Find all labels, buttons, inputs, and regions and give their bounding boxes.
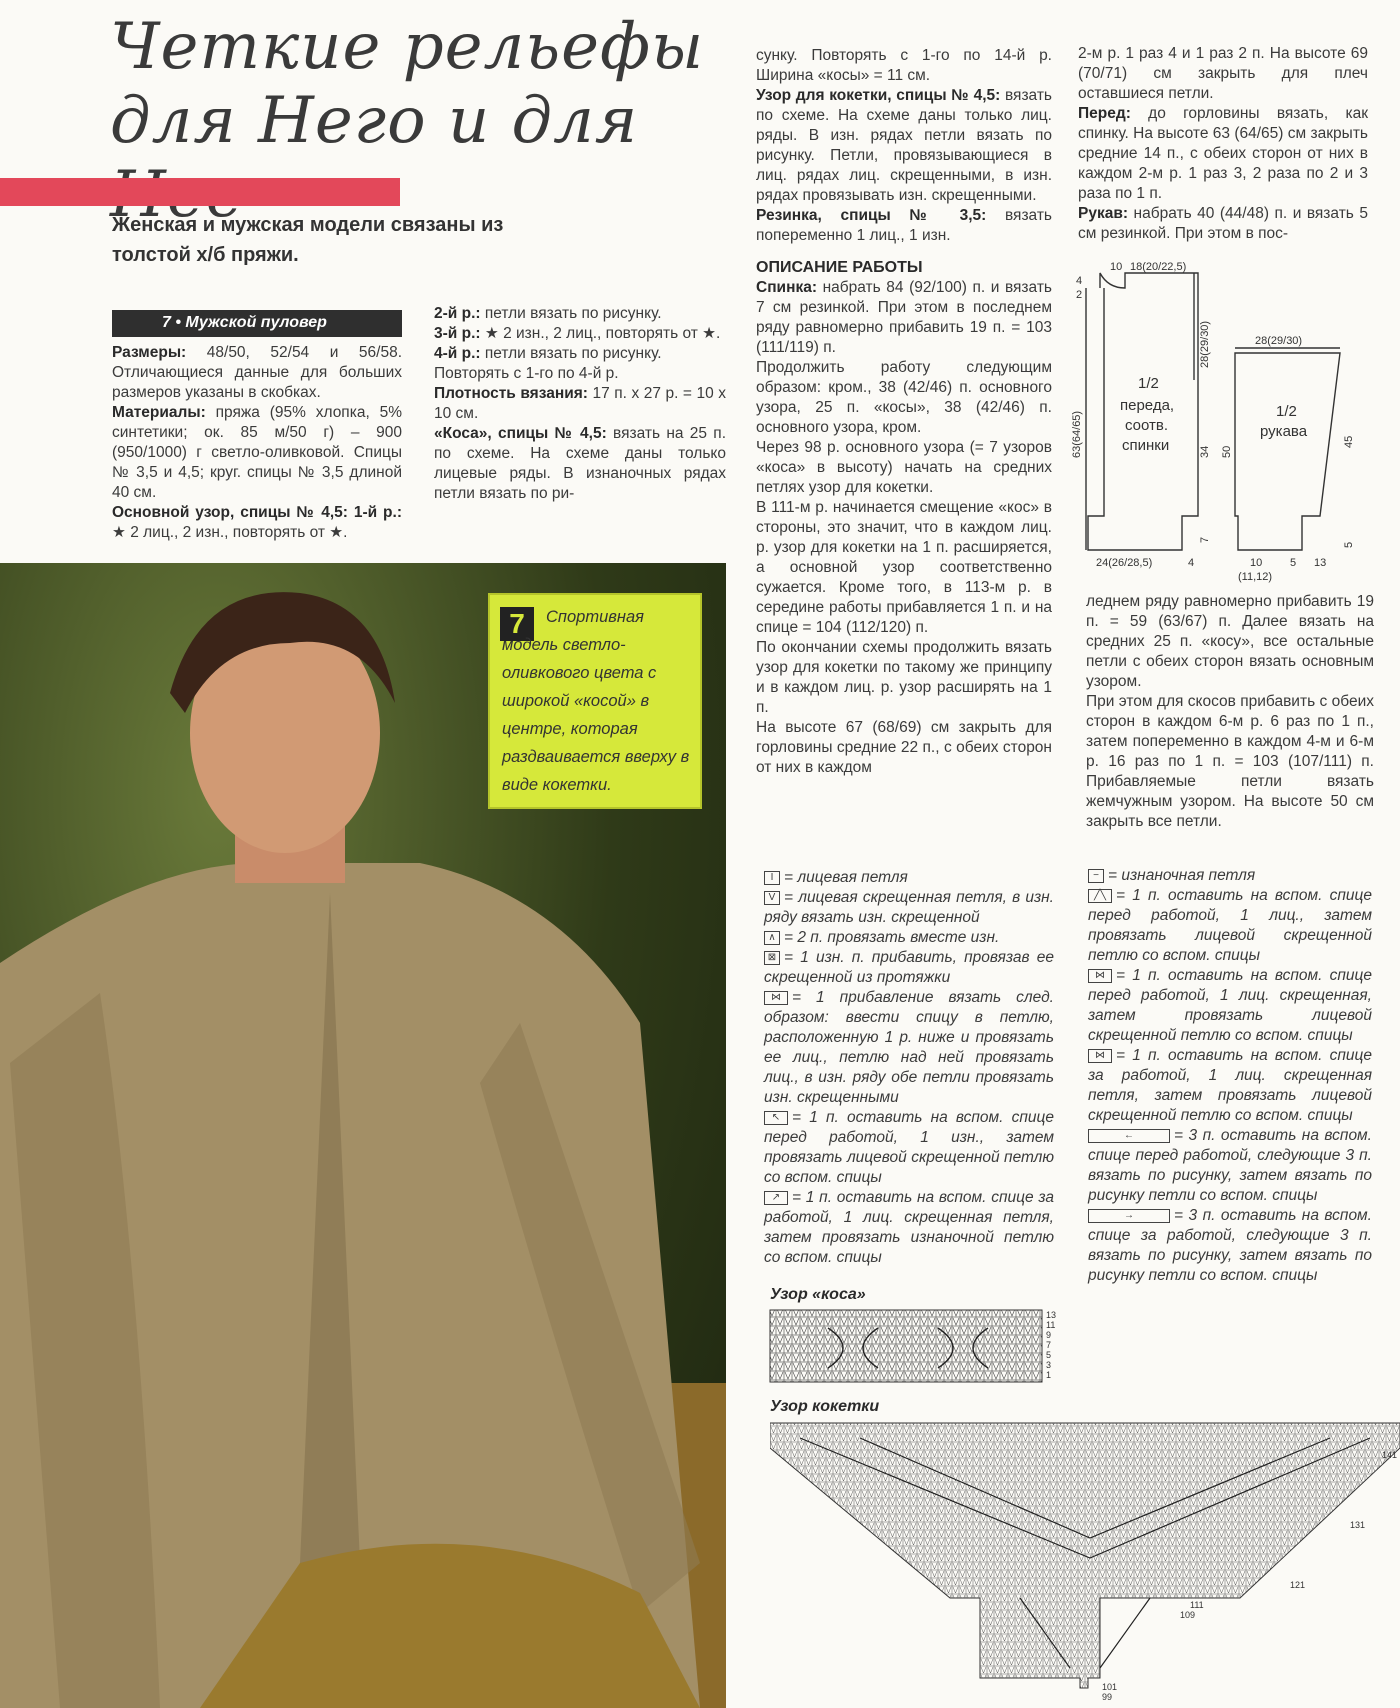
schem-body-label-3: соотв.: [1125, 417, 1169, 434]
legend-item: [1088, 886, 1372, 966]
repeat-text: Повторять с 1-го по 4-й р.: [434, 365, 619, 382]
legend-left: [764, 868, 1054, 1268]
braid-row-label: 11: [1046, 1320, 1056, 1330]
row3-text: ★ 2 изн., 2 лиц., повторять от ★.: [484, 325, 721, 342]
schem-sleeve-bottom-left: 10: [1250, 557, 1263, 569]
row4-paragraph: [434, 344, 726, 364]
schem-body-label-2: переда,: [1120, 397, 1175, 414]
schem-body-bottom-right: 4: [1188, 557, 1195, 569]
legend-item: [1088, 1206, 1372, 1286]
schem-body-right-upper: 28(29/30): [1199, 320, 1211, 368]
legend-text: = 3 п. оставить на вспом. спице за работой, следующие 3 п. вязать по рисунку, затем вязать по рисунку петли со вспом. спицы: [1088, 1207, 1372, 1284]
main-pattern-label: Основной узор, спицы № 4,5: 1-й р.:: [112, 504, 402, 521]
schem-sleeve-cuff: 5: [1343, 541, 1355, 548]
cross-front-purl-icon: ↖: [764, 1111, 788, 1125]
schem-sleeve-bottom-left2: (11,12): [1238, 571, 1273, 583]
sleeve-para-2: леднем ряду равномерно прибавить 19 п. = 59 (63/67) п. Далее вязать на средних 25 п. «косу», все остальные петли с обеих сторон вязать основным узором.: [1086, 593, 1374, 690]
sleeve-continuation-column: [1086, 592, 1374, 832]
row3-label: 3-й р.:: [434, 325, 481, 342]
cable-front-icon: ←: [1088, 1129, 1170, 1143]
schem-sleeve-left-height: 50: [1221, 445, 1233, 458]
subtitle: Женская и мужская модели связаны из толстой х/б пряжи.: [112, 214, 504, 266]
row2-paragraph: [434, 304, 726, 324]
accent-bar: [0, 178, 400, 206]
sleeve-paragraph: [1078, 204, 1368, 244]
braid-paragraph: [434, 424, 726, 504]
row2-label: 2-й р.:: [434, 305, 481, 322]
schem-sleeve-top: 28(29/30): [1255, 335, 1303, 347]
materials-text: пряжа (95% хлопка, 5% синтетики; ок. 85 м/50 г) – 900 (950/1000) г светло-оливковой. Спицы № 3,5 и 4,5; круг. спицы № 3,5 длиной 40 см.: [112, 404, 402, 501]
instructions-column: [756, 46, 1052, 778]
sleeve-para-3: При этом для скосов прибавить с обеих сторон в каждом 6-м р. 6 раз по 1 п., затем попеременно в каждом 4-м и 6-м р. 16 раз по 1 п. = 103 (107/111) п. Прибавляемые петли вязать жемчужным узором. На высоте 50 см закрыть все петли.: [1086, 693, 1374, 830]
braid-row-label: 3: [1046, 1360, 1052, 1370]
legend-item: [764, 988, 1054, 1108]
braid-chart: [768, 1308, 1068, 1388]
front-paragraph: [1078, 104, 1368, 204]
yoke-row-label: 99: [1102, 1692, 1113, 1702]
schem-sleeve-label-1: 1/2: [1276, 403, 1297, 420]
schem-body-right-low: 7: [1199, 536, 1211, 543]
yoke-row-label: 141: [1382, 1450, 1398, 1460]
legend-item: [1088, 1126, 1372, 1206]
braid-chart-title: Узор «коса»: [770, 1286, 866, 1303]
schem-body-top-left: 10: [1110, 261, 1123, 273]
sleeve-outline: [1235, 353, 1340, 550]
cross-front-knit-icon: ╱╲: [1088, 889, 1112, 903]
materials-label: Материалы:: [112, 404, 206, 421]
garment-schematic: [1070, 258, 1390, 588]
schem-body-side-top: 4: [1076, 275, 1083, 287]
yoke-row-label: 111: [1190, 1600, 1204, 1610]
pattern-rows-column: [434, 304, 726, 504]
schem-body-top: 18(20/22,5): [1130, 261, 1187, 273]
instructions-para-5: По окончании схемы продолжить вязать узор для кокетки по такому же принципу и в каждом лиц. р. узор расширять на 1 п.: [756, 639, 1052, 716]
legend-item: [764, 1188, 1054, 1268]
instructions-para-6: На высоте 67 (68/69) см закрыть для горловины средние 22 п., с обеих сторон от них в каждом: [756, 719, 1052, 776]
row4-text: петли вязать по рисунку.: [484, 345, 662, 362]
title-line-2: для Него и для: [110, 84, 639, 158]
braid-row-label: 9: [1046, 1330, 1052, 1340]
title-line-1: Четкие рельефы: [110, 10, 705, 84]
yoke-paragraph: [756, 86, 1052, 206]
schem-body-label-1: 1/2: [1138, 375, 1159, 392]
instructions-para-3: Через 98 р. основного узора (= 7 узоров «коса» в высоту) начать на средних петлях узор для кокетки.: [756, 439, 1052, 496]
legend-text: = изнаночная петля: [1108, 867, 1256, 884]
braid-row-label: 13: [1046, 1310, 1057, 1320]
purl-stitch-icon: −: [1088, 869, 1104, 883]
schem-sleeve-bottom-mid: 5: [1290, 557, 1297, 569]
braid-row-label: 7: [1046, 1340, 1052, 1350]
schem-sleeve-right-height: 45: [1343, 435, 1355, 448]
braid-row-label: 1: [1046, 1370, 1052, 1380]
legend-text: = 1 п. оставить на вспом. спице перед работой, 1 изн., затем провязать лицевой скрещенной петлю со вспом. спицы: [764, 1109, 1054, 1186]
back-label: Спинка:: [756, 279, 817, 296]
legend-item: [1088, 966, 1372, 1046]
instructions-column-4: [1078, 44, 1368, 244]
purl-increase-icon: ⊠: [764, 951, 780, 965]
yoke-label: Узор для кокетки, спицы № 4,5:: [756, 87, 1001, 104]
instructions-para-2: Продолжить работу следующим образом: кром., 38 (42/46) п. основного узора, 25 п. «косы», 38 (42/46) п. основного узора, кром.: [756, 359, 1052, 436]
schem-body-bottom: 24(26/28,5): [1096, 557, 1153, 569]
instructions-para-4: В 111-м р. начинается смещение «кос» в стороны, это значит, что в каждом лиц. р. узор для кокетки на 1 п. расширяется, а основной узор соответственно сужается. Кроме того, в 113-м р. в середине работы прибавляется 1 п. и на спице = 104 (112/120) п.: [756, 499, 1052, 636]
yoke-row-label: 131: [1350, 1520, 1366, 1530]
main-pattern-paragraph: [112, 503, 402, 543]
legend-text: = 1 п. оставить на вспом. спице перед работой, 1 лиц. скрещенная, затем провязать лицевой скрещенной петлю со вспом. спицы: [1088, 967, 1372, 1044]
legend-text: = 3 п. оставить на вспом. спице перед работой, следующие 3 п. вязать по рисунку, затем вязать по рисунку петли со вспом. спицы: [1088, 1127, 1372, 1204]
schem-body-side-left: 2: [1076, 289, 1083, 301]
legend-text: = 1 п. оставить на вспом. спице за работой, 1 лиц. скрещенная петля, затем провязать изнаночной петлю со вспом. спицы: [764, 1189, 1054, 1266]
legend-text: = 1 п. оставить на вспом. спице за работой, 1 лиц. скрещенная петля, затем провязать лицевой скрещенной петлю со вспом. спицы: [1088, 1047, 1372, 1124]
schem-body-left-height: 63(64/65): [1071, 410, 1083, 458]
legend-right: [1088, 866, 1372, 1286]
rib-paragraph: [756, 206, 1052, 246]
callout-number: 7: [500, 607, 534, 641]
cross-front-twisted-icon: ⋈: [1088, 969, 1112, 983]
legend-text: = 1 п. оставить на вспом. спице перед работой, 1 лиц., затем провязать лицевой скрещенной петлю со вспом. спицы: [1088, 887, 1372, 964]
braid-label: «Коса», спицы № 4,5:: [434, 425, 607, 442]
knit-stitch-icon: I: [764, 871, 780, 885]
model-spec-column: [112, 310, 402, 543]
sleeve-label: Рукав:: [1078, 205, 1129, 222]
density-text: 17 п. х 27 р. = 10 х 10 см.: [434, 385, 727, 422]
work-heading: ОПИСАНИЕ РАБОТЫ: [756, 259, 923, 276]
front-text: до горловины вязать, как спинку. На высоте 63 (64/65) см закрыть средние 14 п., с обеих сторон от них в каждом 2-м р. 1 раз 3, 2 раза по 2 и 3 раза по 1 п.: [1078, 105, 1368, 202]
yoke-row-label: 109: [1180, 1610, 1196, 1620]
back-text: набрать 84 (92/100) п. и вязать 7 см резинкой. При этом в последнем ряду равномерно прибавить 19 п. = 103 (111/119) п.: [756, 279, 1052, 356]
front-label: Перед:: [1078, 105, 1131, 122]
row2-text: петли вязать по рисунку.: [484, 305, 662, 322]
cross-back-twisted-icon: ⋈: [1088, 1049, 1112, 1063]
back-paragraph: [756, 278, 1052, 358]
schem-sleeve-label-2: рукава: [1260, 423, 1308, 440]
legend-text: = лицевая скрещенная петля, в изн. ряду вязать изн. скрещенной: [764, 889, 1054, 926]
twisted-knit-icon: V: [764, 891, 780, 905]
yoke-text: вязать по схеме. На схеме даны только лиц. ряды. В изн. рядах петли вязать по рисунку. Петли, провязывающиеся в лиц. рядах лиц. скрещенными, в изн. рядах провязывать изн. скрещенными.: [756, 87, 1052, 204]
schem-sleeve-bottom-right: 13: [1314, 557, 1327, 569]
model-label: 7 • Мужской пуловер: [112, 310, 402, 337]
legend-text: = лицевая петля: [784, 869, 908, 886]
shoulders-paragraph: 2-м р. 1 раз 4 и 1 раз 2 п. На высоте 69 (70/71) см закрыть для плеч оставшиеся петли.: [1078, 45, 1368, 102]
row4-label: 4-й р.:: [434, 345, 481, 362]
sizes-label: Размеры:: [112, 344, 187, 361]
sizes-text: 48/50, 52/54 и 56/58. Отличающиеся данные для больших размеров указаны в скобках.: [112, 344, 402, 401]
braid-continuation: сунку. Повторять с 1-го по 14-й р. Ширина «косы» = 11 см.: [756, 47, 1052, 84]
density-label: Плотность вязания:: [434, 385, 588, 402]
main-pattern-text: ★ 2 лиц., 2 изн., повторять от ★.: [112, 524, 348, 541]
yoke-row-label: 121: [1290, 1580, 1306, 1590]
purl-two-together-icon: ∧: [764, 931, 780, 945]
legend-text: = 1 прибавление вязать след. образом: ввести спицу в петлю, расположенную 1 р. ниже и провязать ее лиц., петлю над ней провязать лиц., в изн. ряду обе петли провязать изн. скрещенными: [764, 989, 1054, 1106]
rib-text: вязать попеременно 1 лиц., 1 изн.: [756, 207, 1052, 244]
schem-body-label-4: спинки: [1122, 437, 1170, 454]
sizes-paragraph: [112, 343, 402, 403]
legend-text: = 1 изн. п. прибавить, провязав ее скрещенной из протяжки: [764, 949, 1054, 986]
materials-paragraph: [112, 403, 402, 503]
density-paragraph: [434, 384, 726, 424]
legend-item: [1088, 866, 1372, 886]
yoke-row-label: 101: [1102, 1682, 1118, 1692]
photo-callout: [488, 593, 702, 809]
lifted-increase-icon: ⋈: [764, 991, 788, 1005]
cross-back-purl-icon: ↗: [764, 1191, 788, 1205]
braid-row-label: 5: [1046, 1350, 1052, 1360]
legend-item: [1088, 1046, 1372, 1126]
row3-paragraph: [434, 324, 726, 344]
legend-text: = 2 п. провязать вместе изн.: [784, 929, 1000, 946]
yoke-chart: [770, 1418, 1400, 1708]
rib-label: Резинка, спицы № 3,5:: [756, 207, 987, 224]
sleeve-text: набрать 40 (44/48) п. и вязать 5 см резинкой. При этом в пос-: [1078, 205, 1368, 242]
legend-item: [764, 888, 1054, 928]
callout-text: Спортивная модель светло-оливкового цвета с широкой «косой» в центре, которая раздваивается вверху в виде кокетки.: [502, 608, 690, 794]
legend-item: [764, 1108, 1054, 1188]
schem-body-right-mid: 34: [1199, 445, 1211, 458]
legend-item: [764, 948, 1054, 988]
legend-item: [764, 928, 1054, 948]
yoke-chart-title: Узор кокетки: [770, 1398, 880, 1415]
legend-item: [764, 868, 1054, 888]
cable-back-icon: →: [1088, 1209, 1170, 1223]
braid-text: вязать на 25 п. по схеме. На схеме даны только лицевые ряды. В изнаночных рядах петли вязать по ри-: [434, 425, 727, 502]
